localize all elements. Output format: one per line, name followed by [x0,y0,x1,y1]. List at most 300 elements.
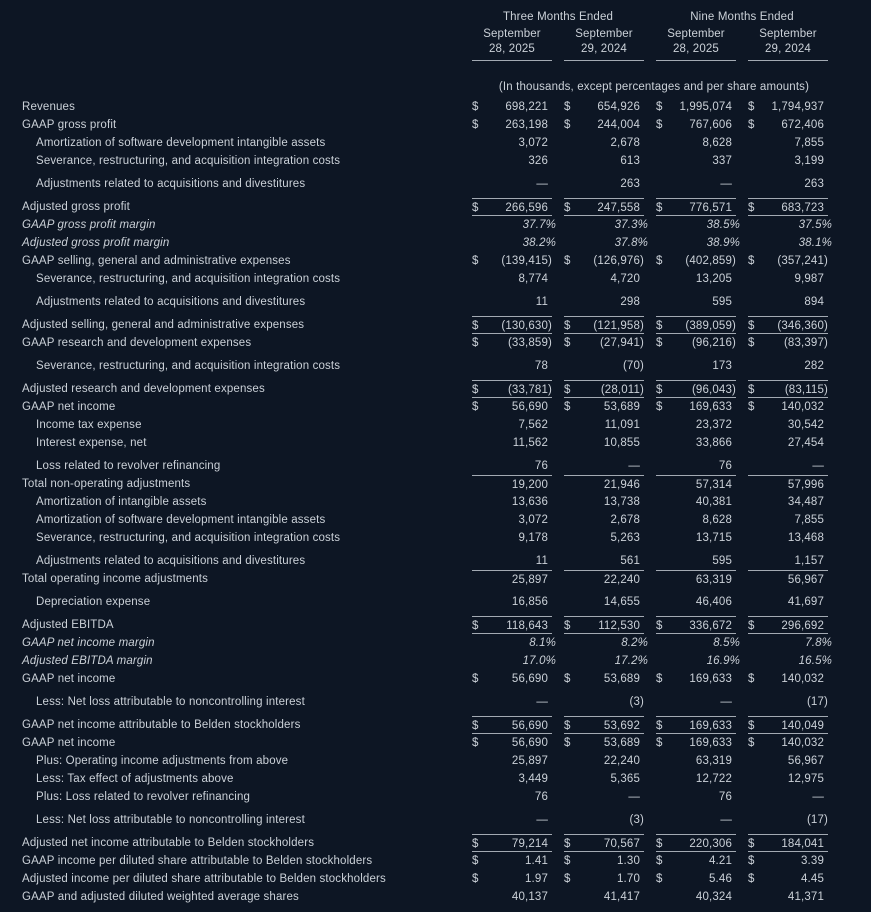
dollar-sign: $ [472,620,479,632]
value-cell: 40,324 [695,891,732,903]
value-cell: 8,628 [702,137,732,149]
table-row [0,293,871,311]
value-cell: (126,976) [593,255,644,267]
value-group [748,457,828,475]
value-group [564,616,644,634]
table-body [0,98,871,906]
value-cell: 37.5% [798,219,832,231]
value-group [472,852,552,870]
dollar-sign: $ [748,384,755,396]
value-cell: 57,996 [787,479,824,491]
value-group [472,116,552,134]
dollar-sign: $ [748,873,755,885]
value-group [472,98,552,116]
value-cell: 41,371 [787,891,824,903]
value-cell: 12,722 [695,773,732,785]
dollar-sign: $ [656,737,663,749]
value-group [656,175,736,193]
value-cell: 169,633 [689,737,732,749]
value-group [472,357,552,375]
value-group [564,870,644,888]
value-cell: 337 [712,155,732,167]
value-group [472,416,552,434]
dollar-sign: $ [656,320,663,332]
row-label: Adjusted EBITDA margin [22,655,153,667]
value-group [656,357,736,375]
value-group [564,252,644,270]
column-header: September [667,28,725,40]
value-cell: 1,995,074 [679,101,732,113]
value-group [656,870,736,888]
value-group [564,693,644,711]
value-cell: 1,157 [794,555,824,567]
value-group [748,593,828,611]
value-group [564,552,644,570]
value-cell: 76 [534,460,548,472]
value-cell: 22,240 [603,574,640,586]
value-group [472,593,552,611]
dollar-sign: $ [656,873,663,885]
value-cell: 10,855 [603,437,640,449]
value-group [748,852,828,870]
value-cell: 38.2% [522,237,556,249]
value-group [656,398,736,416]
value-group [656,198,736,216]
value-cell: 12,975 [787,773,824,785]
row-label: GAAP and adjusted diluted weighted average shares [22,891,299,903]
table-row [0,175,871,193]
value-group [748,234,832,252]
dollar-sign: $ [472,320,479,332]
value-cell: 5,263 [610,532,640,544]
value-group [748,134,828,152]
column-header-date-row [0,42,871,62]
value-group [564,234,648,252]
value-group [656,511,736,529]
value-group [656,234,740,252]
dollar-sign: $ [564,337,571,349]
value-group [656,888,736,906]
table-row [0,593,871,611]
value-cell: 27,454 [787,437,824,449]
value-group [748,216,832,234]
value-cell: 76 [718,460,732,472]
value-group [748,652,832,670]
dollar-sign: $ [472,838,479,850]
value-group [748,570,828,588]
value-cell: 118,643 [506,620,548,632]
value-group [472,811,552,829]
value-group [748,734,828,752]
value-group [748,493,828,511]
value-group [472,293,552,311]
table-row [0,693,871,711]
value-cell: 3,072 [518,137,548,149]
value-cell: 266,596 [505,202,548,214]
value-cell: 46,406 [695,596,732,608]
dollar-sign: $ [564,737,571,749]
column-header-month-row [0,26,871,42]
value-group [748,475,828,493]
value-group [564,570,644,588]
value-cell: 244,004 [597,119,640,131]
value-group [656,529,736,547]
value-group [472,670,552,688]
value-cell: (17) [806,814,828,826]
value-group [656,616,736,634]
dollar-sign: $ [472,737,479,749]
value-cell: 13,468 [787,532,824,544]
value-group [748,552,828,570]
value-cell: — [536,178,548,190]
value-group [656,593,736,611]
dollar-sign: $ [656,620,663,632]
value-group [748,888,828,906]
value-group [472,888,552,906]
value-group [748,98,828,116]
value-group [656,552,736,570]
dollar-sign: $ [564,320,571,332]
value-group [656,475,736,493]
value-cell: 4.45 [801,873,824,885]
row-label: Adjusted EBITDA [22,619,114,631]
value-cell: 3.39 [801,855,824,867]
dollar-sign: $ [472,337,479,349]
value-cell: — [812,791,824,803]
column-header: September [575,28,633,40]
value-group [564,852,644,870]
value-cell: 263 [620,178,640,190]
table-row [0,398,871,416]
value-cell: 78 [534,360,548,372]
dollar-sign: $ [472,119,479,131]
value-cell: 4.21 [709,855,732,867]
value-group [472,529,552,547]
value-cell: 776,571 [689,202,732,214]
value-cell: 140,032 [781,673,824,685]
value-cell: 56,690 [511,401,548,413]
table-row [0,334,871,352]
value-cell: 7.8% [805,637,832,649]
dollar-sign: $ [564,401,571,413]
dollar-sign: $ [748,673,755,685]
value-cell: (33,859) [507,337,552,349]
value-group [656,416,736,434]
table-row [0,434,871,452]
dollar-sign: $ [748,101,755,113]
value-cell: 23,372 [695,419,732,431]
dollar-sign: $ [748,855,755,867]
value-cell: 894 [804,296,824,308]
dollar-sign: $ [748,255,755,267]
value-group [748,357,828,375]
value-cell: 40,137 [511,891,548,903]
column-header-date: 29, 2024 [748,42,828,61]
value-cell: (27,941) [599,337,644,349]
table-row [0,670,871,688]
value-group [564,116,644,134]
table-row [0,552,871,570]
value-cell: 13,205 [695,273,732,285]
value-cell: 1,794,937 [771,101,824,113]
dollar-sign: $ [564,673,571,685]
value-group [748,834,828,852]
value-cell: 76 [718,791,732,803]
value-group [472,770,552,788]
row-label: GAAP research and development expenses [22,337,252,349]
value-group [564,834,644,852]
value-cell: 37.7% [522,219,556,231]
value-cell: 1.41 [525,855,548,867]
value-cell: 11 [535,555,548,567]
value-group [656,670,736,688]
table-row [0,529,871,547]
dollar-sign: $ [748,401,755,413]
value-cell: 9,987 [794,273,824,285]
value-group [564,770,644,788]
dollar-sign: $ [656,838,663,850]
value-group [472,616,552,634]
value-group [748,616,828,634]
value-cell: 336,672 [689,620,732,632]
value-group [656,693,736,711]
value-group [564,434,644,452]
value-cell: 595 [712,555,732,567]
value-group [472,234,556,252]
value-group [472,870,552,888]
value-cell: 41,417 [603,891,640,903]
value-cell: — [628,460,640,472]
value-cell: 14,655 [603,596,640,608]
value-cell: (96,043) [691,384,736,396]
value-group [564,293,644,311]
value-group [472,152,552,170]
value-group [748,434,828,452]
value-group [472,511,552,529]
dollar-sign: $ [656,401,663,413]
row-label: Severance, restructuring, and acquisition integration costs [36,360,341,372]
row-label: Less: Tax effect of adjustments above [36,773,234,785]
dollar-sign: $ [748,620,755,632]
row-label: GAAP gross profit margin [22,219,156,231]
value-cell: 79,214 [511,838,548,850]
value-group [656,652,740,670]
value-cell: 7,855 [794,514,824,526]
value-cell: 7,562 [518,419,548,431]
value-cell: 8,774 [518,273,548,285]
value-group [656,293,736,311]
value-group [656,570,736,588]
table-row [0,216,871,234]
value-cell: 53,689 [603,737,640,749]
value-group [564,634,648,652]
row-label: GAAP selling, general and administrative expenses [22,255,291,267]
value-cell: (3) [629,814,644,826]
value-cell: 53,689 [603,401,640,413]
row-label: Adjusted gross profit [22,201,130,213]
value-cell: 298 [620,296,640,308]
value-group [748,270,828,288]
table-row [0,116,871,134]
value-cell: 9,178 [518,532,548,544]
value-cell: 282 [804,360,824,372]
dollar-sign: $ [656,855,663,867]
dollar-sign: $ [656,673,663,685]
table-row [0,716,871,734]
value-cell: 561 [620,555,640,567]
value-group [472,734,552,752]
value-group [472,134,552,152]
value-cell: 37.3% [614,219,648,231]
value-group [472,788,552,806]
value-group [472,434,552,452]
value-cell: 41,697 [787,596,824,608]
value-group [656,98,736,116]
dollar-sign: $ [748,838,755,850]
value-cell: 220,306 [689,838,732,850]
value-group [656,834,736,852]
dollar-sign: $ [656,255,663,267]
value-cell: 40,381 [695,496,732,508]
value-group [564,416,644,434]
value-group [472,316,552,334]
value-cell: 3,199 [794,155,824,167]
value-cell: 263,198 [505,119,548,131]
value-cell: 112,530 [598,620,640,632]
value-cell: 595 [712,296,732,308]
dollar-sign: $ [564,119,571,131]
value-group [748,634,832,652]
table-row [0,380,871,398]
dollar-sign: $ [656,337,663,349]
value-group [564,888,644,906]
table-row [0,634,871,652]
value-group [564,270,644,288]
table-header [0,0,871,96]
value-group [472,175,552,193]
value-cell: 13,738 [603,496,640,508]
table-row [0,98,871,116]
dollar-sign: $ [564,202,571,214]
dollar-sign: $ [748,720,755,732]
row-label: Less: Net loss attributable to noncontrolling interest [36,814,305,826]
value-cell: 53,692 [603,720,640,732]
value-group [564,652,648,670]
value-cell: 8.2% [621,637,648,649]
value-group [656,716,736,734]
value-group [564,511,644,529]
dollar-sign: $ [656,384,663,396]
value-cell: 33,866 [695,437,732,449]
table-row [0,493,871,511]
value-cell: 296,692 [781,620,824,632]
row-label: Plus: Loss related to revolver refinancing [36,791,251,803]
value-group [656,457,736,475]
value-group [748,334,828,352]
value-group [564,380,644,398]
value-group [656,493,736,511]
table-row [0,457,871,475]
value-group [656,734,736,752]
dollar-sign: $ [748,202,755,214]
value-group [564,811,644,829]
table-row [0,788,871,806]
value-group [656,270,736,288]
row-label: Adjusted net income attributable to Belden stockholders [22,837,315,849]
value-group [748,811,828,829]
value-cell: 3,072 [518,514,548,526]
value-cell: 613 [620,155,640,167]
units-note-row [0,78,871,96]
row-label: Total operating income adjustments [22,573,209,585]
value-cell: 16.9% [706,655,740,667]
value-group [748,380,828,398]
value-cell: 3,449 [518,773,548,785]
value-cell: (130,630) [501,320,552,332]
value-group [564,593,644,611]
value-group [748,529,828,547]
table-row [0,357,871,375]
value-cell: 56,967 [787,574,824,586]
dollar-sign: $ [748,119,755,131]
row-label: Adjusted gross profit margin [22,237,170,249]
value-cell: (33,781) [507,384,552,396]
row-label: GAAP net income [22,737,116,749]
value-cell: 25,897 [511,574,548,586]
column-header-date: 28, 2025 [656,42,736,61]
value-cell: (83,397) [783,337,828,349]
table-row [0,134,871,152]
value-group [656,811,736,829]
row-label: Less: Net loss attributable to noncontrolling interest [36,696,305,708]
value-group [748,788,828,806]
value-cell: 16,856 [511,596,548,608]
value-group [472,216,556,234]
value-cell: 263 [804,178,824,190]
value-group [748,398,828,416]
row-label: Total non-operating adjustments [22,478,191,490]
value-group [564,457,644,475]
value-cell: 11 [535,296,548,308]
table-row [0,270,871,288]
table-row [0,888,871,906]
value-group [748,316,828,334]
value-group [564,752,644,770]
value-group [656,434,736,452]
value-group [748,175,828,193]
table-row [0,475,871,493]
table-row [0,234,871,252]
value-group [748,870,828,888]
row-label: Amortization of software development intangible assets [36,137,326,149]
value-group [472,475,552,493]
value-group [472,634,556,652]
value-cell: (346,360) [777,320,828,332]
value-cell: 53,689 [603,673,640,685]
row-label: Severance, restructuring, and acquisition integration costs [36,273,341,285]
value-cell: 5,365 [610,773,640,785]
value-group [564,316,644,334]
value-group [564,152,644,170]
dollar-sign: $ [472,401,479,413]
value-group [472,552,552,570]
table-row [0,198,871,216]
value-group [564,198,644,216]
dollar-sign: $ [564,720,571,732]
value-cell: 1.30 [617,855,640,867]
value-group [748,670,828,688]
value-cell: 13,715 [695,532,732,544]
